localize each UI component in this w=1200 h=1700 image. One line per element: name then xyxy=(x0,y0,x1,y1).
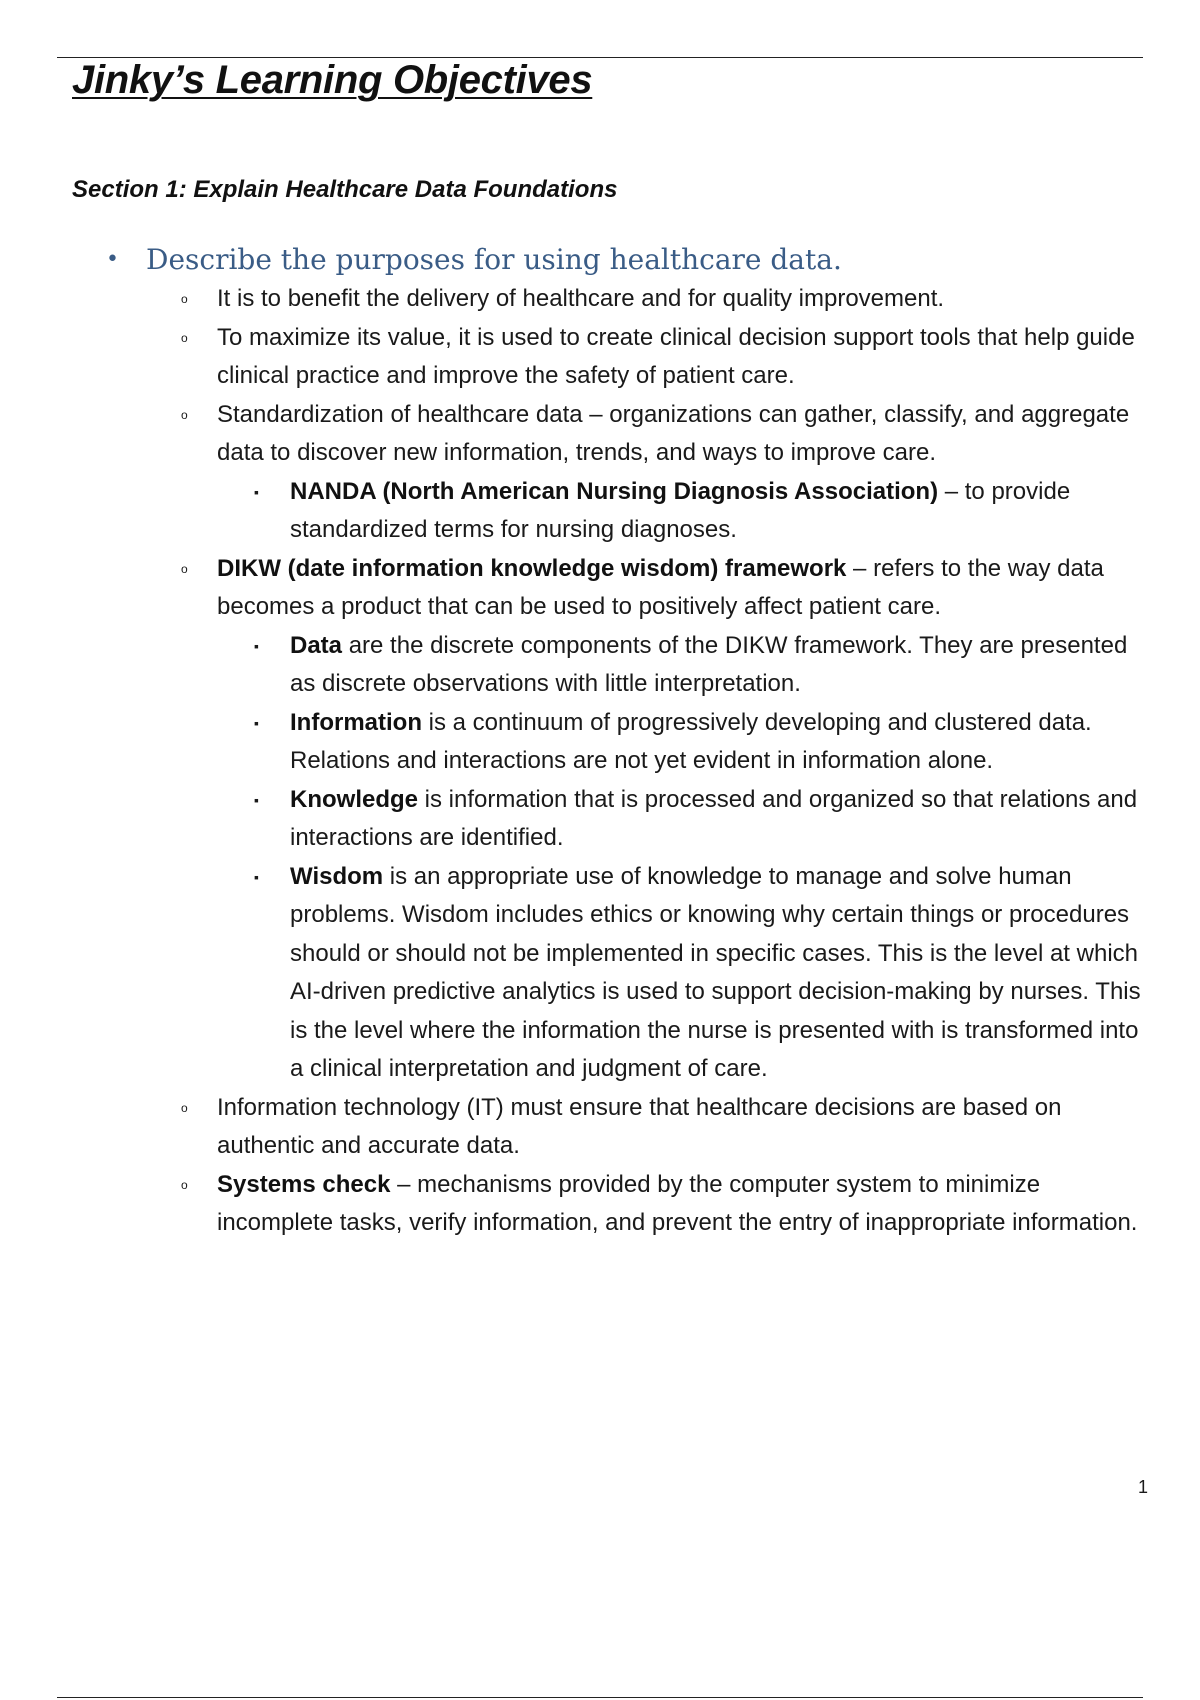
sub-list-item xyxy=(254,627,1157,704)
square-bullet-icon: ▪ xyxy=(254,868,259,885)
item-text: are the discrete components of the DIKW framework. They are presented as discrete observations with little interpretation. xyxy=(290,631,1128,697)
square-bullet-icon: ▪ xyxy=(254,483,259,500)
item-text: – refers to the way data becomes a product that can be used to positively affect patient care. xyxy=(217,554,1104,620)
objective-item xyxy=(106,240,842,280)
item-text: Information technology (IT) must ensure that healthcare decisions are based on authentic and accurate data. xyxy=(217,1093,1062,1159)
circle-bullet-icon: o xyxy=(181,292,188,306)
sub-list-item xyxy=(254,781,1157,858)
item-text: To maximize its value, it is used to create clinical decision support tools that help guide clinical practice and improve the safety of patient care. xyxy=(217,323,1135,389)
list-item xyxy=(181,319,1157,396)
item-text: is an appropriate use of knowledge to manage and solve human problems. Wisdom includes ethics or knowing why certain things or procedures should or should not be implemented in specific cases. This is the level at which AI-driven predictive analytics is used to support decision-making by nurses. This is the level where the information the nurse is presented with is transformed into a clinical interpretation and judgment of care. xyxy=(290,862,1141,1082)
item-text: is a continuum of progressively developing and clustered data. Relations and interactions are not yet evident in information alone. xyxy=(290,708,1092,774)
document-title: Jinky’s Learning Objectives xyxy=(72,58,593,102)
square-bullet-icon: ▪ xyxy=(254,791,259,808)
circle-bullet-icon: o xyxy=(181,330,188,345)
list-item xyxy=(181,1166,1157,1243)
sub-list-item xyxy=(254,858,1157,1089)
circle-bullet-icon: o xyxy=(181,1177,188,1192)
section-heading: Section 1: Explain Healthcare Data Foundations xyxy=(72,176,618,203)
list-item xyxy=(181,550,1157,627)
list-item xyxy=(181,396,1157,473)
objective-details xyxy=(0,280,1200,1243)
item-term: Systems check xyxy=(217,1170,391,1198)
square-bullet-icon: ▪ xyxy=(254,637,259,654)
bullet-icon: • xyxy=(106,247,119,272)
item-term: NANDA (North American Nursing Diagnosis Association) xyxy=(290,477,939,505)
item-text: – to provide standardized terms for nursing diagnoses. xyxy=(290,477,1071,543)
list-item xyxy=(181,280,1157,319)
item-text: – mechanisms provided by the computer system to minimize incomplete tasks, verify information, and prevent the entry of inappropriate information. xyxy=(217,1170,1138,1236)
square-bullet-icon: ▪ xyxy=(254,714,259,731)
item-term: Knowledge xyxy=(290,785,419,813)
item-term: DIKW (date information knowledge wisdom) framework xyxy=(217,554,847,582)
list-item xyxy=(181,1089,1157,1166)
item-term: Data xyxy=(290,631,343,659)
item-term: Information xyxy=(290,708,422,736)
item-text: Standardization of healthcare data – organizations can gather, classify, and aggregate data to discover new information, trends, and ways to improve care. xyxy=(217,400,1130,466)
sub-list-item xyxy=(254,704,1157,781)
sub-list-item xyxy=(254,473,1157,550)
circle-bullet-icon: o xyxy=(181,561,188,576)
item-text: It is to benefit the delivery of healthcare and for quality improvement. xyxy=(217,285,945,312)
bottom-rule xyxy=(57,1697,1143,1698)
circle-bullet-icon: o xyxy=(181,1100,188,1115)
item-term: Wisdom xyxy=(290,862,384,890)
item-text: is information that is processed and organized so that relations and interactions are identified. xyxy=(290,785,1138,851)
page-number: 1 xyxy=(1138,1477,1149,1497)
circle-bullet-icon: o xyxy=(181,407,188,422)
objective-text: Describe the purposes for using healthcare data. xyxy=(146,243,842,276)
